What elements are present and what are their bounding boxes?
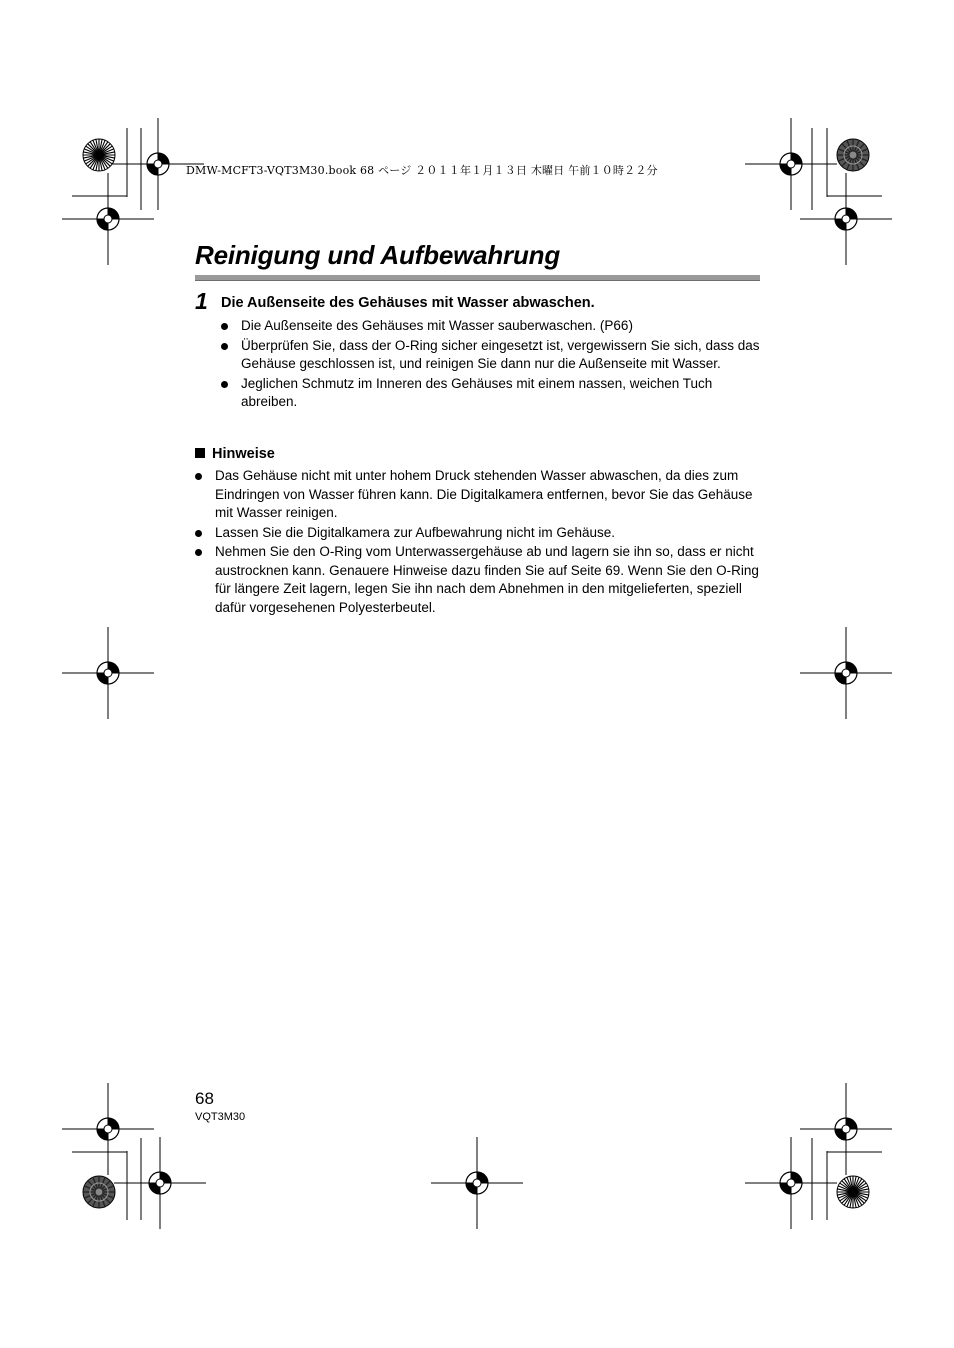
document-code: VQT3M30 (195, 1111, 246, 1123)
notes-heading: Hinweise (195, 446, 275, 462)
bullet-icon (195, 473, 202, 480)
title-rule (195, 275, 760, 281)
step-number: 1 (195, 288, 208, 314)
bullet-icon (221, 381, 228, 388)
book-info-header: DMW-MCFT3-VQT3M30.book 68 ページ ２０１１年１月１３日 木曜日 午前１０時２２分 (186, 164, 658, 177)
list-item: Das Gehäuse nicht mit unter hohem Druck stehenden Wasser abwaschen, da dies zum Eindringen von Wasser führen kann. Die Digitalkamera entfernen, bevor Sie das Gehäuse mit Wasser reinigen. (195, 467, 760, 523)
list-item: Jeglichen Schmutz im Inneren des Gehäuses mit einem nassen, weichen Tuch abreiben. (221, 375, 761, 412)
list-item: Lassen Sie die Digitalkamera zur Aufbewahrung nicht im Gehäuse. (195, 524, 760, 543)
page-title: Reinigung und Aufbewahrung (195, 240, 561, 270)
notes-bullet-list (195, 467, 760, 618)
list-item: Nehmen Sie den O-Ring vom Unterwassergehäuse ab und lagern sie ihn so, dass er nicht austrocknen kann. Genauere Hinweise dazu finden Sie auf Seite 69. Wenn Sie den O-Ring für längere Zeit lagern, legen Sie ihn nach dem Abnehmen in den mitgelieferten, speziell dafür vorgesehenen Polyesterbeutel. (195, 543, 760, 617)
bullet-icon (195, 549, 202, 556)
square-icon (195, 448, 205, 458)
step-title: Die Außenseite des Gehäuses mit Wasser abwaschen. (221, 295, 595, 311)
list-item: Überprüfen Sie, dass der O-Ring sicher eingesetzt ist, vergewissern Sie sich, dass das Gehäuse geschlossen ist, und reinigen Sie dann nur die Außenseite mit Wasser. (221, 337, 761, 374)
bullet-icon (221, 323, 228, 330)
step-bullet-list (221, 317, 761, 413)
bullet-icon (195, 530, 202, 537)
bullet-icon (221, 343, 228, 350)
list-item: Die Außenseite des Gehäuses mit Wasser sauberwaschen. (P66) (221, 317, 761, 336)
page-number: 68 (195, 1089, 214, 1108)
